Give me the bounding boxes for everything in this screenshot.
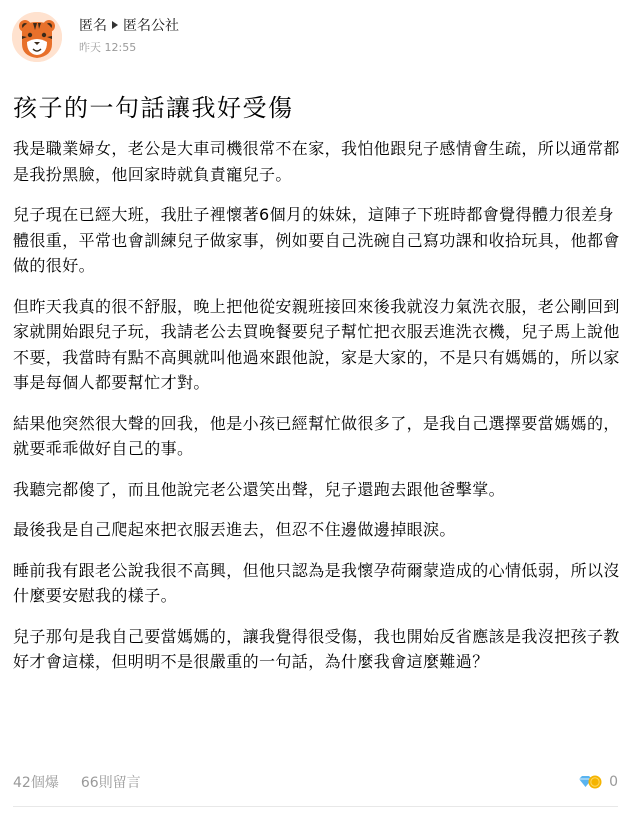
- post-header: [12, 12, 179, 62]
- paragraph: 最後我是自己爬起來把衣服丟進去，但忍不住邊做邊掉眼淚。: [13, 520, 456, 539]
- like-count[interactable]: 42個爆: [13, 775, 59, 791]
- reaction-count: 0: [609, 774, 618, 790]
- divider: [13, 806, 618, 807]
- reaction-button[interactable]: [577, 774, 618, 790]
- paragraph: 我聽完都傻了，而且他說完老公還笑出聲，兒子還跑去跟他爸擊掌。: [13, 479, 506, 499]
- tiger-avatar-icon[interactable]: [12, 12, 62, 62]
- post-footer: [13, 770, 618, 794]
- post-content: [13, 136, 625, 690]
- paragraph: 結果他突然很大聲的回我，他是小孩已經幫忙做很多了，是我自己選擇要當媽媽的，就要乖乖做好自己的事。: [13, 413, 620, 458]
- triangle-right-icon: [112, 21, 118, 29]
- paragraph: 睡前我有跟老公說我很不高興，但他只認為是我懷孕荷爾蒙造成的心情低弱，所以沒什麼要安慰我的樣子。: [13, 560, 620, 605]
- author-board-line: [79, 15, 179, 35]
- comment-count[interactable]: 66則留言: [80, 775, 141, 791]
- author-name[interactable]: 匿名: [79, 18, 107, 34]
- paragraph: 我是職業婦女，老公是大車司機很常不在家，我怕他跟兒子感情會生疏，所以通常都是我扮黑臉，他回家時就負責寵兒子。: [13, 139, 620, 184]
- post-time: 昨天 12:55: [79, 41, 137, 54]
- paragraph: 兒子現在已經大班，我肚子裡懷著6個月的妹妹，這陣子下班時都會覺得體力很差身體很重，平常也會訓練兒子做家事，例如要自己洗碗自己寫功課和收拾玩具，他都會做的很好。: [13, 205, 620, 275]
- board-name[interactable]: 匿名公社: [123, 18, 179, 34]
- paragraph: 但昨天我真的很不舒服，晚上把他從安親班接回來後我就沒力氣洗衣服，老公剛回到家就開始跟兒子玩，我請老公去買晚餐要兒子幫忙把衣服丟進洗衣機，兒子馬上說他不要，我當時有點不高興就叫他過來跟他說，家是大家的，不是只有媽媽的，所以家事是每個人都要幫忙才對。: [13, 296, 620, 392]
- post-meta: [79, 15, 179, 55]
- paragraph: 兒子那句是我自己要當媽媽的，讓我覺得很受傷，我也開始反省應該是我沒把孩子教好才會這樣，但明明不是很嚴重的一句話，為什麼我會這麼難過？: [13, 626, 620, 671]
- diamond-coin-icon: [577, 774, 603, 790]
- post-title: 孩子的一句話讓我好受傷: [13, 94, 294, 122]
